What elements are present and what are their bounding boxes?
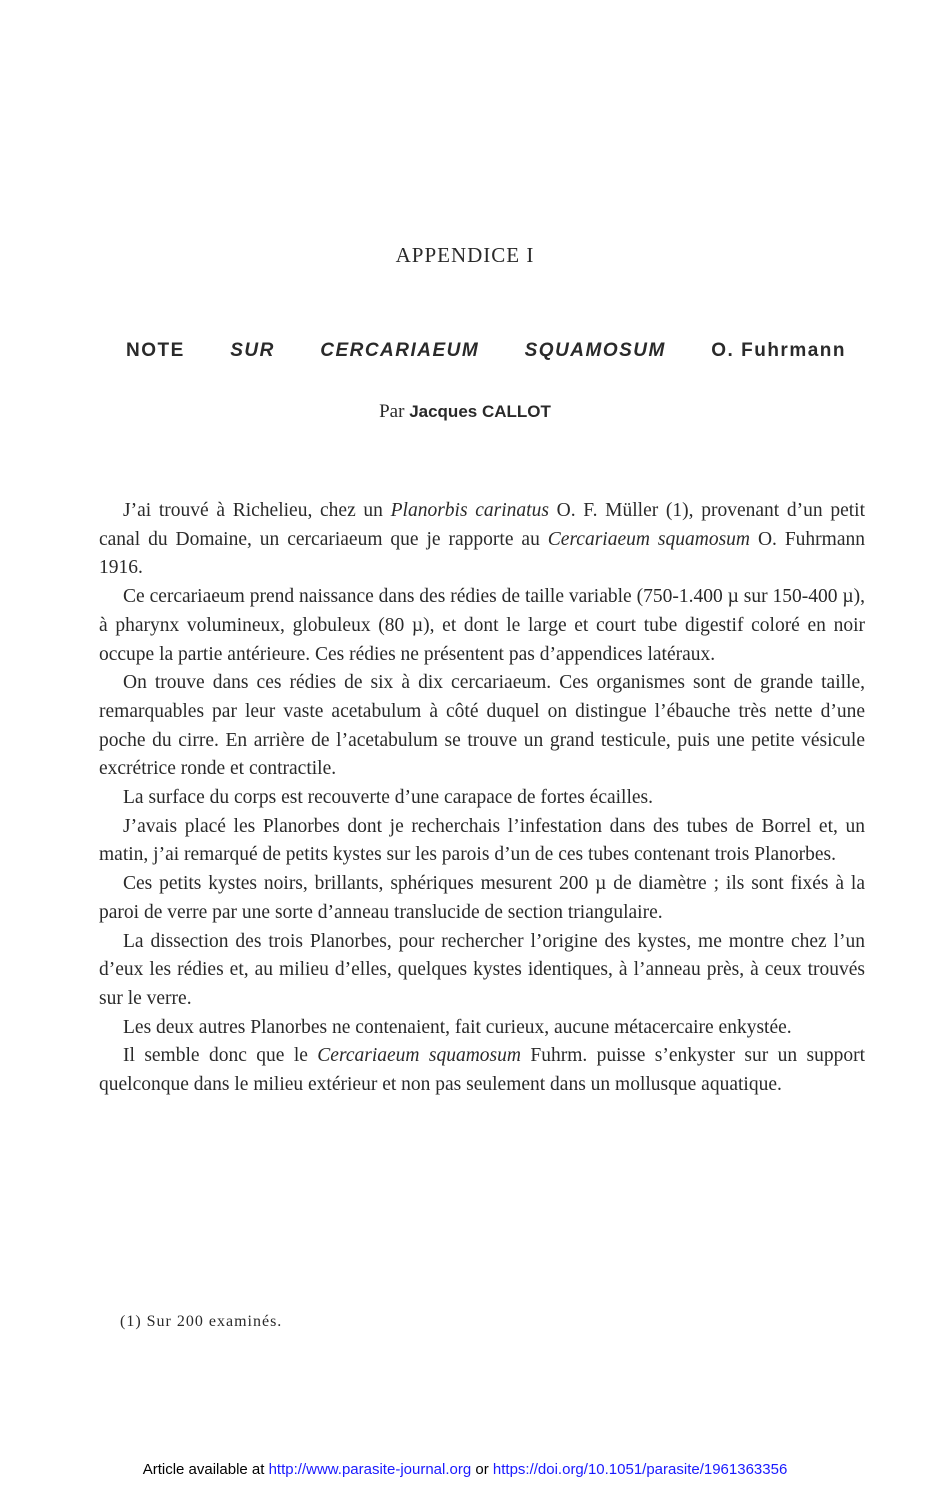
- note-title-species: SQUAMOSUM: [524, 340, 666, 361]
- note-title-word: SUR: [230, 340, 275, 361]
- paragraph-3: On trouve dans ces rédies de six à dix cercariaeum. Ces organismes sont de grande taille, remarquables par leur vaste acetabulum à côté duquel on distingue l’ébauche très nette d’une poche du cirre. En arrière de l’acetabulum se trouve un grand testicule, puis une petite vésicule excrétrice ronde et contractile.: [99, 672, 865, 780]
- byline: [0, 401, 930, 423]
- paragraph-9: [99, 1042, 865, 1099]
- text-run: O. Fuhrmann 1916.: [99, 528, 865, 579]
- paragraph-5: J’avais placé les Planorbes dont je recherchais l’infestation dans des tubes de Borrel et, un matin, j’ai remarqué de petits kystes sur les parois d’un de ces tubes contenant trois Planorbes.: [99, 815, 865, 866]
- text-run: O. F. Müller (1), provenant d’un petit canal du Domaine, un cercariaeum que je rapporte au: [99, 500, 865, 550]
- byline-prefix: Par: [379, 401, 405, 422]
- paragraph-6: Ces petits kystes noirs, brillants, sphériques mesurent 200 µ de diamètre ; ils sont fixés à la paroi de verre par une sorte d’anneau translucide de section triangulaire.: [99, 873, 865, 923]
- footer-prefix: Article available at: [142, 1461, 269, 1478]
- note-title-genus: CERCARIAEUM: [320, 340, 480, 361]
- note-title-word: NOTE: [126, 340, 185, 361]
- note-title-authority: O. Fuhrmann: [711, 340, 846, 361]
- text-run: J’ai trouvé à Richelieu, chez un: [123, 500, 391, 521]
- paragraph-7: La dissection des trois Planorbes, pour rechercher l’origine des kystes, me montre chez l’un d’eux les rédies et, au milieu d’elles, quelques kystes identiques, à l’anneau près, à ceux trouvés sur le verre.: [99, 930, 865, 1009]
- journal-link[interactable]: http://www.parasite-journal.org: [268, 1461, 472, 1478]
- article-footer: [0, 1461, 930, 1478]
- paragraph-2: Ce cercariaeum prend naissance dans des rédies de taille variable (750-1.400 µ sur 150-400 µ), à pharynx volumineux, globuleux (80 µ), et dont le large et court tube digestif coloré en noir occupe la partie antérieure. Ces rédies ne présentent pas d’appendices latéraux.: [99, 586, 865, 665]
- text-run: Fuhrm. puisse s’enkyster sur un support quelconque dans le milieu extérieur et non pas seulement dans un mollusque aquatique.: [99, 1045, 865, 1096]
- paragraph-8: Les deux autres Planorbes ne contenaient, fait curieux, aucune métacercaire enkystée.: [123, 1016, 792, 1038]
- text-run: Il semble donc que le: [123, 1045, 318, 1067]
- paragraph-1: [99, 497, 865, 583]
- paragraph-4: La surface du corps est recouverte d’une carapace de fortes écailles.: [123, 787, 653, 809]
- species-name: Planorbis carinatus: [390, 500, 549, 521]
- footnote: (1) Sur 200 examinés.: [120, 1313, 283, 1330]
- species-name: Cercariaeum squamosum: [317, 1045, 521, 1067]
- footer-middle: or: [471, 1461, 493, 1478]
- species-name: Cercariaeum squamosum: [547, 528, 750, 550]
- appendix-title: APPENDICE I: [395, 243, 535, 267]
- byline-author: Jacques CALLOT: [409, 402, 551, 421]
- article-body: [99, 497, 865, 1100]
- doi-link[interactable]: https://doi.org/10.1051/parasite/1961363356: [492, 1461, 788, 1478]
- note-title: [126, 340, 846, 362]
